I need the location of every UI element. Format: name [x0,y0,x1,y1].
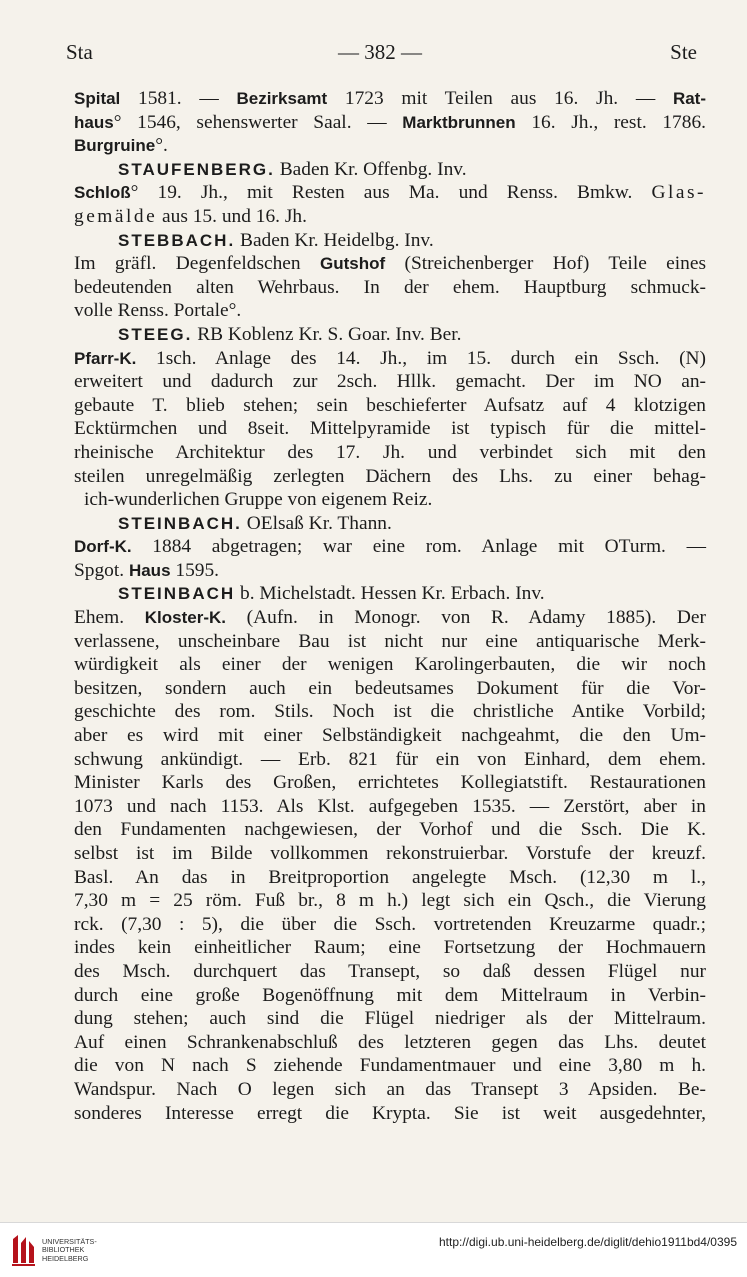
library-line: BIBLIOTHEK [42,1245,85,1255]
text-line [74,488,706,512]
text-segment: 16. Jh., rest. 1786. [515,111,706,133]
text-line [74,370,706,394]
text-segment: 1581. — [120,88,237,109]
keyword: Marktbrunnen [402,112,516,132]
text-line [74,465,706,489]
keyword: Pfarr-K. [74,348,137,368]
text-segment: die von N nach S ziehende Fundamentmauer und eine 3,80 m h. [74,1055,706,1077]
keyword: Dorf-K. [74,537,132,557]
text-line [74,1007,706,1031]
text-line [74,960,706,984]
text-segment: Im gräfl. Degenfeldschen [74,253,320,275]
text-line [74,771,706,795]
text-segment: durch eine große Bogenöffnung mit dem Mittelraum in Verbin- [74,984,706,1006]
library-name [42,1238,97,1263]
text-line [74,512,706,536]
text-segment: 1sch. Anlage des 14. Jh., im 15. durch ein Ssch. (N) [136,347,706,369]
text-segment: ich-wunderlichen Gruppe von eigenem Reiz. [84,489,433,511]
text-segment: selbst ist im Bilde vollkommen rekonstruierbar. Vorstufe der kreuzf. [74,843,706,864]
text-segment: ° 19. Jh., mit Resten aus Ma. und Renss. Bmkw. [130,182,652,204]
text-segment: RB Koblenz Kr. S. Goar. Inv. Ber. [192,323,462,345]
text-line [74,913,706,937]
text-segment: Baden Kr. Offenbg. Inv. [274,158,467,180]
text-line [74,134,706,158]
text-line [74,842,706,866]
text-segment: besitzen, sondern auch ein bedeutsames Dokument für die Vor- [74,677,706,699]
text-line [74,866,706,890]
text-segment: OElsaß Kr. Thann. [241,512,392,534]
text-segment: Basl. An das in Breitproportion angelegte Msch. (12,30 m l., [74,866,706,888]
text-segment: 1073 und nach 1153. Als Klst. aufgegeben 1535. — Zerstört, aber in [74,795,706,817]
text-segment: volle Renss. Portale°. [74,300,242,322]
text-line [74,1078,706,1102]
text-line [74,630,706,654]
text-segment: schwung ankündigt. — Erb. 821 für ein von Einhard, dem ehem. [74,748,706,770]
text-line [74,818,706,842]
text-line [74,677,706,701]
text-segment: dung stehen; auch sind die Flügel niedriger als der Mittelraum. [74,1008,706,1030]
text-line [74,276,706,300]
text-line [74,181,706,205]
text-segment: Wandspur. Nach O legen sich an das Transept 3 Apsiden. Be- [74,1078,706,1100]
entry-heading: STEEG. [118,324,193,344]
entry-heading: STEINBACH. [118,513,242,533]
keyword: haus [74,112,114,132]
text-line [74,417,706,441]
text-line [74,535,706,559]
text-line [74,795,706,819]
text-segment: 7,30 m = 25 röm. Fuß br., 8 m h.) legt sich ein Qsch., die Vierung [74,890,706,912]
library-line: HEIDELBERG [42,1253,89,1263]
text-line [74,984,706,1008]
keyword: Burgruine [74,136,156,156]
text-line [74,394,706,418]
text-line [74,1031,706,1055]
text-line [74,323,706,347]
entry-heading: STEBBACH. [118,230,236,250]
text-line [74,889,706,913]
text-line [74,1102,706,1126]
permalink-url[interactable]: http://digi.ub.uni-heidelberg.de/diglit/dehio1911bd4/0395 [438,1235,737,1249]
text-line [74,347,706,371]
text-segment: rck. (7,30 : 5), die über die Ssch. vortretenden Kreuzarme quadr.; [74,913,706,935]
text-line [74,205,706,229]
library-line: UNIVERSITÄTS- [42,1237,97,1246]
text-segment: erweitert und dadurch zur 2sch. Hllk. gemacht. Der im NO an- [74,371,706,393]
text-line [74,252,706,276]
text-segment: Glas- [651,182,706,204]
text-segment: den Fundamenten nachgewiesen, der Vorhof und die Ssch. Die K. [74,819,706,841]
keyword: Rat- [672,89,707,108]
text-segment: geschichte des rom. Stils. Noch ist die christliche Antike Vorbild; [74,701,706,723]
text-line [74,87,706,111]
keyword: Bezirksamt [236,89,328,108]
text-segment: verlassene, unscheinbare Bau ist nicht nur eine antiquarische Merk- [74,630,706,652]
text-segment: b. Michelstadt. Hessen Kr. Erbach. Inv. [235,583,545,605]
keyword: Gutshof [319,254,386,274]
text-segment: würdigkeit als einer der wenigen Karolingerbauten, die wir noch [74,654,706,676]
keyword: Spital [74,89,121,108]
text-line [74,700,706,724]
text-line [74,299,706,323]
text-segment: Ehem. [74,607,145,629]
text-segment: aber es wird mit einer Selbständigkeit nachgeahmt, die den Um- [74,725,706,747]
text-line [74,1054,706,1078]
text-segment: aus 15. und 16. Jh. [157,205,307,227]
text-segment: (Aufn. in Monogr. von R. Adamy 1885). Der [226,607,706,629]
text-segment: °. [155,135,168,157]
keyword: Schloß [74,183,131,203]
body-text [74,87,706,1125]
entry-heading: STEINBACH [118,584,236,604]
text-line [74,653,706,677]
text-segment: Spgot. [74,559,129,581]
text-segment: (Streichenberger Hof) Teile eines [385,253,707,275]
entry-heading: STAUFENBERG. [118,159,275,179]
text-line [74,606,706,630]
text-segment: sonderes Interesse erregt die Krypta. Sie ist weit ausgedehnter, [74,1102,706,1124]
text-line [74,724,706,748]
text-segment: Ecktürmchen und 8seit. Mittelpyramide ist typisch für die mittel- [74,418,706,440]
text-segment: gebaute T. blieb stehen; sein beschieferter Aufsatz auf 4 klotzigen [74,394,706,416]
text-line [74,559,706,583]
text-segment: 1884 abgetragen; war eine rom. Anlage mit OTurm. — [131,536,706,558]
text-segment: ° 1546, sehenswerter Saal. — [113,111,403,133]
text-line [74,111,706,135]
keyword: Haus [128,560,171,580]
page-number: — 382 — [338,40,422,64]
text-segment: 1723 mit Teilen aus 16. Jh. — [327,88,673,109]
text-segment: indes kein einheitlicher Raum; eine Fortsetzung der Hochmauern [74,937,706,959]
header-left: Sta [66,40,93,64]
text-segment: Baden Kr. Heidelbg. Inv. [235,229,434,251]
text-line [74,936,706,960]
text-line [74,229,706,253]
header-right: Ste [670,40,697,64]
running-header [66,40,697,70]
text-segment: Auf einen Schrankenabschluß des letzteren gegen das Lhs. deutet [74,1031,706,1053]
text-segment: bedeutenden alten Wehrbaus. In der ehem. Hauptburg schmuck- [74,276,706,298]
text-line [74,441,706,465]
keyword: Kloster-K. [144,608,226,628]
text-segment: des Msch. durchquert das Transept, so daß dessen Flügel nur [74,960,706,982]
ub-heidelberg-logo-icon[interactable] [10,1233,36,1267]
text-segment: gemälde [74,205,158,227]
text-line [74,748,706,772]
text-segment: rheinische Architektur des 17. Jh. und verbindet sich mit den [74,441,706,463]
text-line [74,582,706,606]
text-line [74,158,706,182]
text-segment: 1595. [170,559,220,581]
text-segment: Minister Karls des Großen, errichtetes Kollegiatstift. Restaurationen [74,772,706,794]
viewer-footer [0,1222,747,1277]
text-segment: steilen unregelmäßig zerlegten Dächern des Lhs. zu einer behag- [74,465,706,487]
